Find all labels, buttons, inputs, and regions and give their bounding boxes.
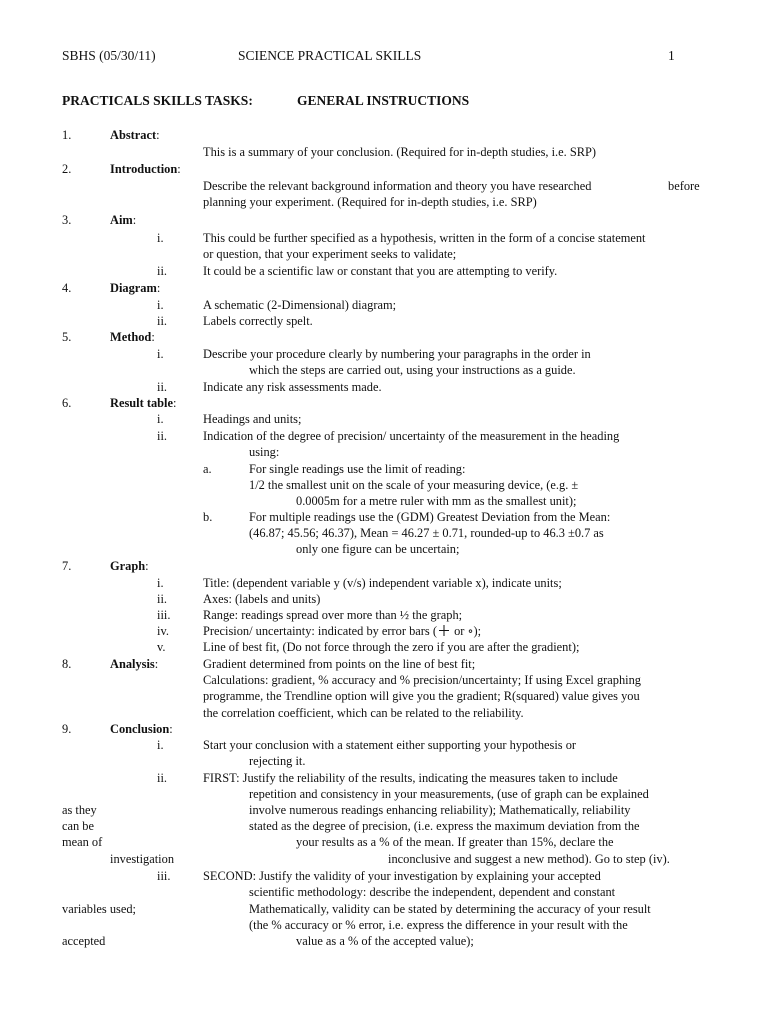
section-heading-method: Method:	[110, 330, 155, 344]
section-heading-graph: Graph:	[110, 559, 149, 573]
conclusion-text: Mathematically, validity can be stated by determining the accuracy of your result	[249, 902, 651, 916]
introduction-line: Describe the relevant background information and theory you have researched	[203, 179, 592, 193]
graph-item-text: Axes: (labels and units)	[203, 592, 321, 606]
list-numeral: i.	[157, 412, 164, 426]
analysis-text: Calculations: gradient, % accuracy and % precision/uncertainty; If using Excel graphing	[203, 673, 641, 687]
result-table-subitem-text: 0.0005m for a metre ruler with mm as the smallest unit);	[296, 494, 577, 508]
diagram-item-text: Labels correctly spelt.	[203, 314, 313, 328]
conclusion-text: rejecting it.	[249, 754, 306, 768]
list-numeral: ii.	[157, 314, 167, 328]
section-heading-abstract: Abstract:	[110, 128, 160, 142]
section-number: 8.	[62, 657, 72, 671]
list-numeral: iv.	[157, 624, 169, 638]
list-numeral: i.	[157, 738, 164, 752]
doc-title-left: PRACTICALS SKILLS TASKS:	[62, 93, 253, 108]
analysis-text: Gradient determined from points on the line of best fit;	[203, 657, 476, 671]
list-numeral: ii.	[157, 429, 167, 443]
conclusion-text: (the % accuracy or % error, i.e. express the difference in your result with the	[249, 918, 628, 932]
result-table-item-text: Headings and units;	[203, 412, 302, 426]
section-number: 1.	[62, 128, 72, 142]
header-title: SCIENCE PRACTICAL SKILLS	[238, 48, 422, 63]
list-letter: b.	[203, 510, 213, 524]
section-number: 9.	[62, 722, 72, 736]
page-number: 1	[668, 48, 675, 63]
conclusion-text: repetition and consistency in your measurements, (use of graph can be explained	[249, 787, 649, 801]
conclusion-wrap-fragment: variables used;	[62, 902, 136, 916]
list-numeral: i.	[157, 576, 164, 590]
conclusion-wrap-fragment: accepted	[62, 934, 106, 948]
section-number: 2.	[62, 162, 72, 176]
list-numeral: ii.	[157, 592, 167, 606]
aim-item-text: It could be a scientific law or constant that you are attempting to verify.	[203, 264, 558, 278]
section-heading-aim: Aim:	[110, 213, 137, 227]
section-number: 3.	[62, 213, 72, 227]
list-numeral: v.	[157, 640, 166, 654]
aim-item-text: This could be further specified as a hypothesis, written in the form of a concise statement	[203, 231, 646, 245]
result-table-subitem-text: For single readings use the limit of reading:	[249, 462, 466, 476]
abstract-text: This is a summary of your conclusion. (Required for in-depth studies, i.e. SRP)	[203, 145, 597, 159]
error-bar-icon	[438, 624, 450, 637]
result-table-subitem-text: 1/2 the smallest unit on the scale of your measuring device, (e.g. ±	[249, 478, 579, 492]
list-letter: a.	[203, 462, 212, 476]
method-item-text: Describe your procedure clearly by numbering your paragraphs in the order in	[203, 347, 591, 361]
list-numeral: ii.	[157, 264, 167, 278]
graph-item-text: Line of best fit, (Do not force through the zero if you are after the gradient);	[203, 640, 580, 654]
section-heading-introduction: Introduction:	[110, 162, 181, 176]
conclusion-wrap-fragment: mean of	[62, 835, 103, 849]
section-heading-result-table: Result table:	[110, 396, 177, 410]
introduction-line-tail: before	[668, 179, 700, 193]
conclusion-text: scientific methodology: describe the independent, dependent and constant	[249, 885, 616, 899]
result-table-item-text: using:	[249, 445, 280, 459]
analysis-text: the correlation coefficient, which can be related to the reliability.	[203, 706, 524, 720]
list-numeral: i.	[157, 298, 164, 312]
result-table-subitem-text: (46.87; 45.56; 46.37), Mean = 46.27 ± 0.71, rounded-up to 46.3 ±0.7 as	[249, 526, 604, 540]
section-heading-analysis: Analysis:	[110, 657, 159, 671]
doc-title-right: GENERAL INSTRUCTIONS	[297, 93, 470, 108]
list-numeral: ii.	[157, 380, 167, 394]
method-item-text: which the steps are carried out, using your instructions as a guide.	[249, 363, 576, 377]
analysis-text: programme, the Trendline option will give you the gradient; R(squared) value gives you	[203, 689, 640, 703]
list-numeral: ii.	[157, 771, 167, 785]
section-number: 6.	[62, 396, 72, 410]
section-number: 5.	[62, 330, 72, 344]
section-heading-diagram: Diagram:	[110, 281, 161, 295]
list-numeral: iii.	[157, 608, 171, 622]
conclusion-text: involve numerous readings enhancing reliability); Mathematically, reliability	[249, 803, 631, 817]
introduction-line: planning your experiment. (Required for in-depth studies, i.e. SRP)	[203, 195, 537, 209]
method-item-text: Indicate any risk assessments made.	[203, 380, 382, 394]
section-heading-conclusion: Conclusion:	[110, 722, 173, 736]
conclusion-text: Start your conclusion with a statement either supporting your hypothesis or	[203, 738, 577, 752]
conclusion-wrap-fragment: investigation	[110, 852, 175, 866]
section-number: 7.	[62, 559, 72, 573]
conclusion-text: FIRST: Justify the reliability of the results, indicating the measures taken to include	[203, 771, 618, 785]
header-school-date: SBHS (05/30/11)	[62, 48, 156, 63]
conclusion-text: your results as a % of the mean. If greater than 15%, declare the	[296, 835, 614, 849]
conclusion-text: value as a % of the accepted value);	[296, 934, 474, 948]
aim-item-text: or question, that your experiment seeks to validate;	[203, 247, 457, 261]
graph-item-text: Title: (dependent variable y (v/s) independent variable x), indicate units;	[203, 576, 562, 590]
conclusion-text: inconclusive and suggest a new method). Go to step (iv).	[388, 852, 670, 866]
graph-item-text: Precision/ uncertainty: indicated by error bars ( or ∘);	[203, 624, 482, 638]
diagram-item-text: A schematic (2-Dimensional) diagram;	[203, 298, 397, 312]
list-numeral: i.	[157, 347, 164, 361]
result-table-subitem-text: For multiple readings use the (GDM) Greatest Deviation from the Mean:	[249, 510, 611, 524]
list-numeral: iii.	[157, 869, 171, 883]
result-table-subitem-text: only one figure can be uncertain;	[296, 542, 460, 556]
conclusion-wrap-fragment: as they	[62, 803, 97, 817]
result-table-item-text: Indication of the degree of precision/ uncertainty of the measurement in the heading	[203, 429, 620, 443]
graph-item-text: Range: readings spread over more than ½ the graph;	[203, 608, 463, 622]
conclusion-wrap-fragment: can be	[62, 819, 94, 833]
list-numeral: i.	[157, 231, 164, 245]
conclusion-text: stated as the degree of precision, (i.e. express the maximum deviation from the	[249, 819, 640, 833]
section-number: 4.	[62, 281, 72, 295]
conclusion-text: SECOND: Justify the validity of your investigation by explaining your accepted	[203, 869, 601, 883]
